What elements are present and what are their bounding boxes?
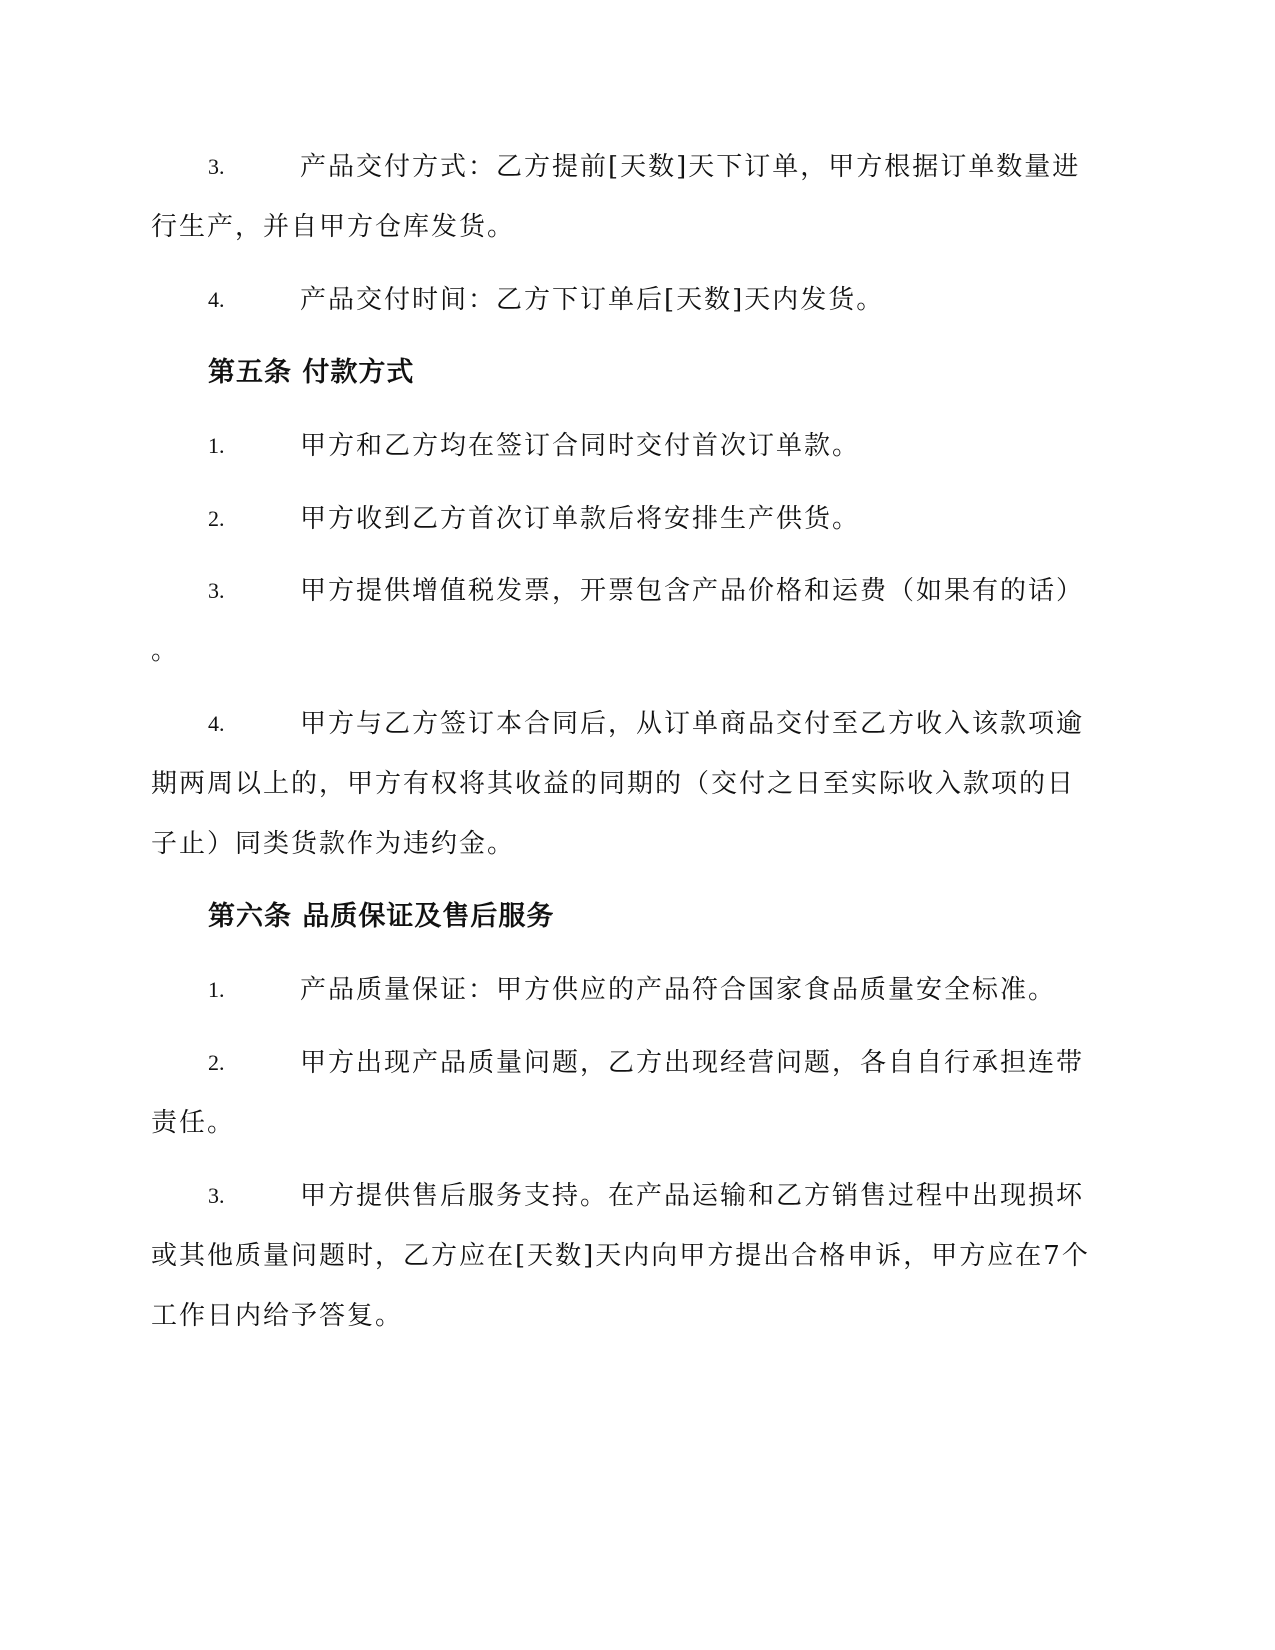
item-number: 4.	[208, 287, 225, 312]
item-number: 3.	[208, 578, 225, 603]
item-number: 3.	[208, 1183, 225, 1208]
item-text-line: 或其他质量问题时，乙方应在[天数]天内向甲方提出合格申诉，甲方应在7个	[151, 1241, 1090, 1271]
item-text-line: 。	[151, 636, 180, 666]
item-text-line: 产品交付时间：乙方下订单后[天数]天内发货。	[300, 285, 885, 315]
item-text-line: 责任。	[151, 1108, 236, 1138]
item-text-line: 产品质量保证：甲方供应的产品符合国家食品质量安全标准。	[300, 975, 1057, 1005]
item-text-line: 甲方和乙方均在签订合同时交付首次订单款。	[300, 431, 861, 461]
item-text-line: 子止）同类货款作为违约金。	[151, 829, 516, 859]
item-number: 4.	[208, 711, 225, 736]
section-heading: 第五条 付款方式	[208, 357, 415, 388]
item-number: 1.	[208, 433, 225, 458]
item-number: 2.	[208, 1050, 225, 1075]
item-text-line: 甲方提供售后服务支持。在产品运输和乙方销售过程中出现损坏	[300, 1181, 1085, 1211]
item-number: 2.	[208, 506, 225, 531]
item-number: 1.	[208, 977, 225, 1002]
item-text-line: 工作日内给予答复。	[151, 1301, 404, 1331]
item-text-line: 行生产，并自甲方仓库发货。	[151, 212, 516, 242]
item-text-line: 甲方与乙方签订本合同后，从订单商品交付至乙方收入该款项逾	[300, 709, 1085, 739]
item-text-line: 期两周以上的，甲方有权将其收益的同期的（交付之日至实际收入款项的日	[151, 769, 1076, 799]
item-text-line: 甲方收到乙方首次订单款后将安排生产供货。	[300, 504, 861, 534]
item-text-line: 甲方提供增值税发票，开票包含产品价格和运费（如果有的话）	[300, 576, 1085, 606]
item-text-line: 甲方出现产品质量问题，乙方出现经营问题，各自自行承担连带	[300, 1048, 1085, 1078]
item-text-line: 产品交付方式：乙方提前[天数]天下订单，甲方根据订单数量进	[300, 152, 1081, 182]
section-heading: 第六条 品质保证及售后服务	[208, 901, 555, 932]
item-number: 3.	[208, 154, 225, 179]
